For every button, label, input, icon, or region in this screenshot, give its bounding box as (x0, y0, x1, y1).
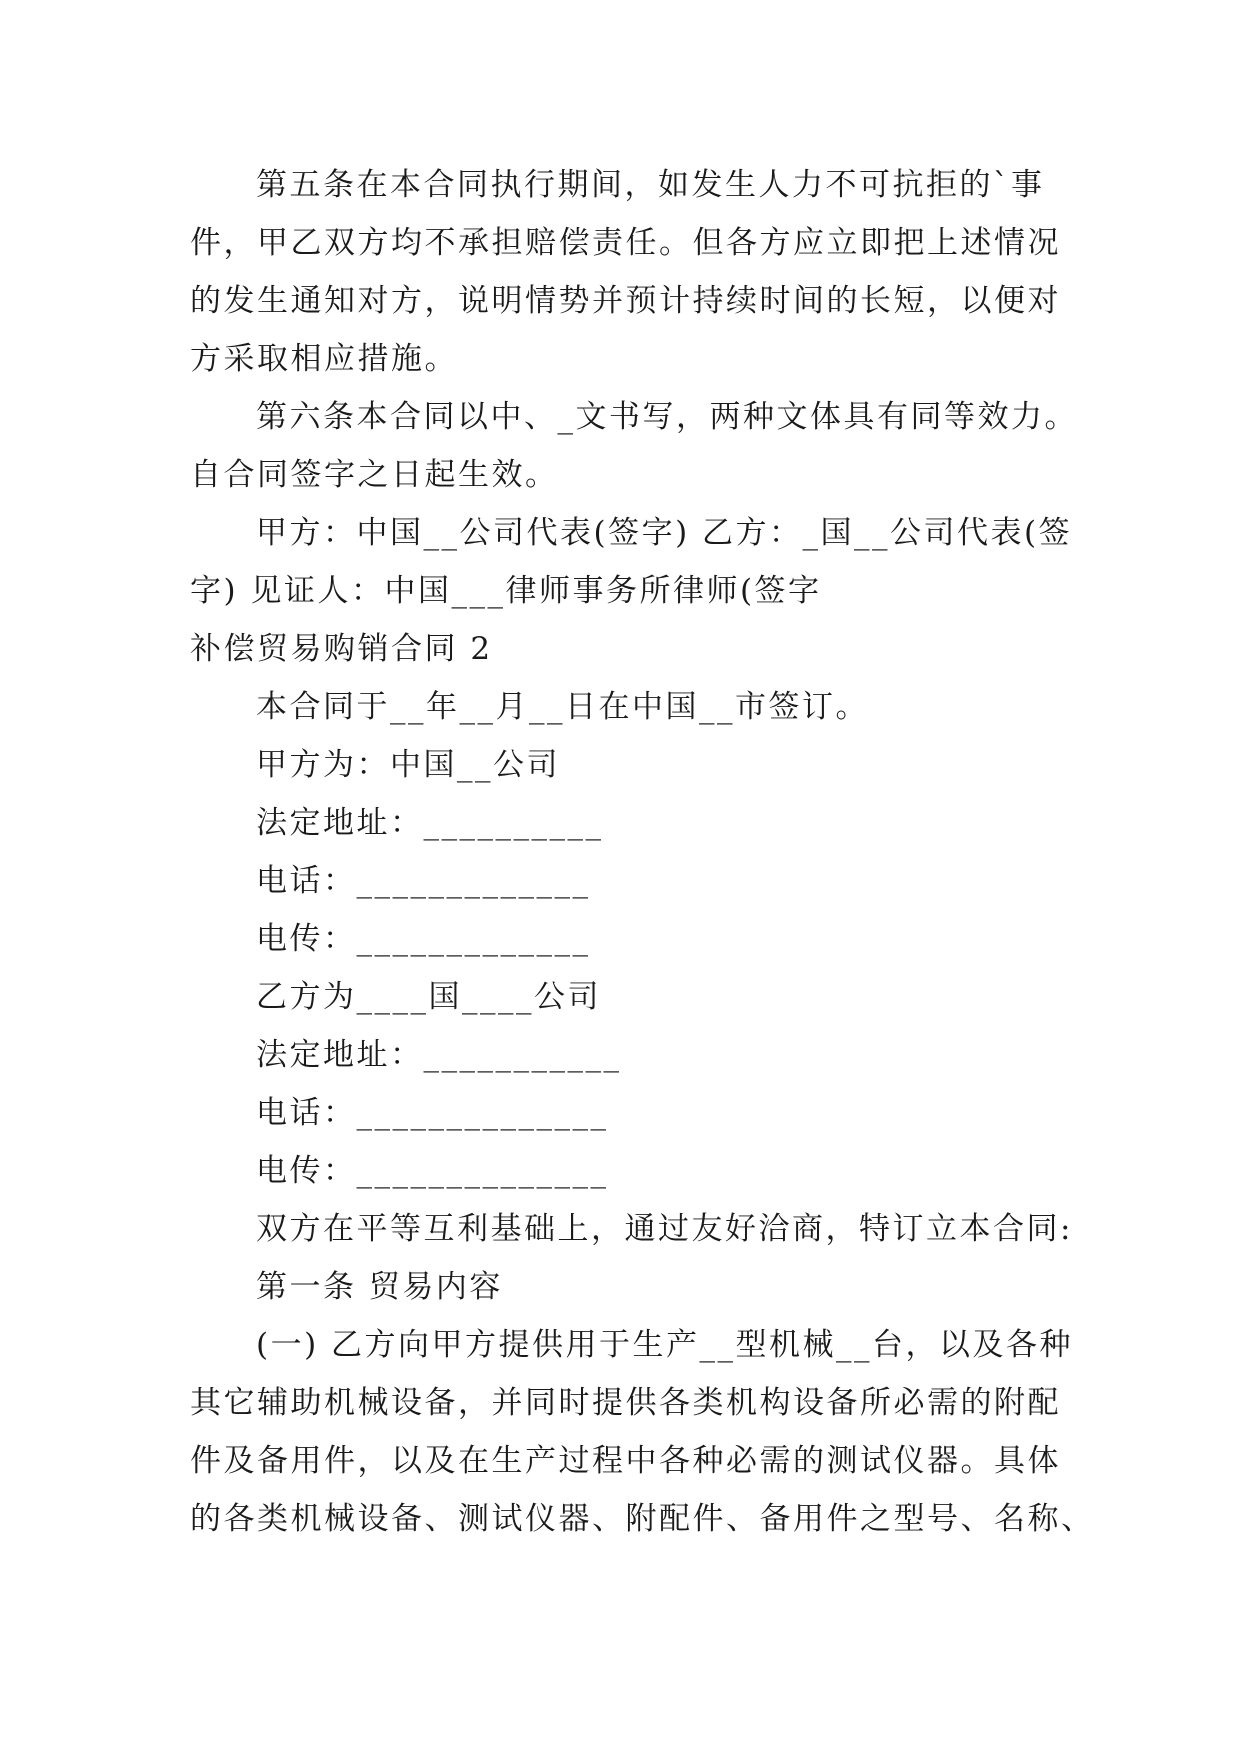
paragraph-line: 方采取相应措施。 (190, 341, 458, 377)
party-b-telex: 电传：______________ (256, 1153, 609, 1189)
paragraph-line: 本合同于__年__月__日在中国__市签订。 (256, 689, 869, 725)
party-b-phone: 电话：______________ (256, 1095, 609, 1131)
section-title: 补偿贸易购销合同 2 (190, 631, 493, 667)
paragraph-line: 第六条本合同以中、_文书写，两种文体具有同等效力。 (256, 399, 1078, 435)
paragraph-line: 的发生通知对方，说明情势并预计持续时间的长短，以便对 (190, 283, 1061, 319)
paragraph-line: 其它辅助机械设备，并同时提供各类机构设备所必需的附配 (190, 1385, 1061, 1421)
paragraph-line: 件及备用件，以及在生产过程中各种必需的测试仪器。具体 (190, 1443, 1061, 1479)
paragraph-line: 第五条在本合同执行期间，如发生人力不可抗拒的`事 (256, 167, 1045, 203)
party-a-label: 甲方为：中国__公司 (256, 747, 560, 783)
party-a-phone: 电话：_____________ (256, 863, 591, 899)
paragraph-line: 的各类机械设备、测试仪器、附配件、备用件之型号、名称、 (190, 1501, 1095, 1537)
party-a-telex: 电传：_____________ (256, 921, 591, 957)
paragraph-line: 双方在平等互利基础上，通过友好洽商，特订立本合同: (256, 1211, 1073, 1247)
paragraph-line: 件，甲乙双方均不承担赔偿责任。但各方应立即把上述情况 (190, 225, 1061, 261)
signature-line: 字) 见证人：中国___律师事务所律师(签字 (190, 573, 822, 609)
article-heading: 第一条 贸易内容 (256, 1269, 503, 1305)
party-a-address: 法定地址：__________ (256, 805, 604, 841)
paragraph-line: 自合同签字之日起生效。 (190, 457, 559, 493)
party-b-address: 法定地址：___________ (256, 1037, 622, 1073)
paragraph-line: (一) 乙方向甲方提供用于生产__型机械__台，以及各种 (256, 1327, 1074, 1363)
signature-line: 甲方：中国__公司代表(签字) 乙方：_国__公司代表(签 (256, 515, 1073, 551)
party-b-label: 乙方为____国____公司 (256, 979, 601, 1015)
